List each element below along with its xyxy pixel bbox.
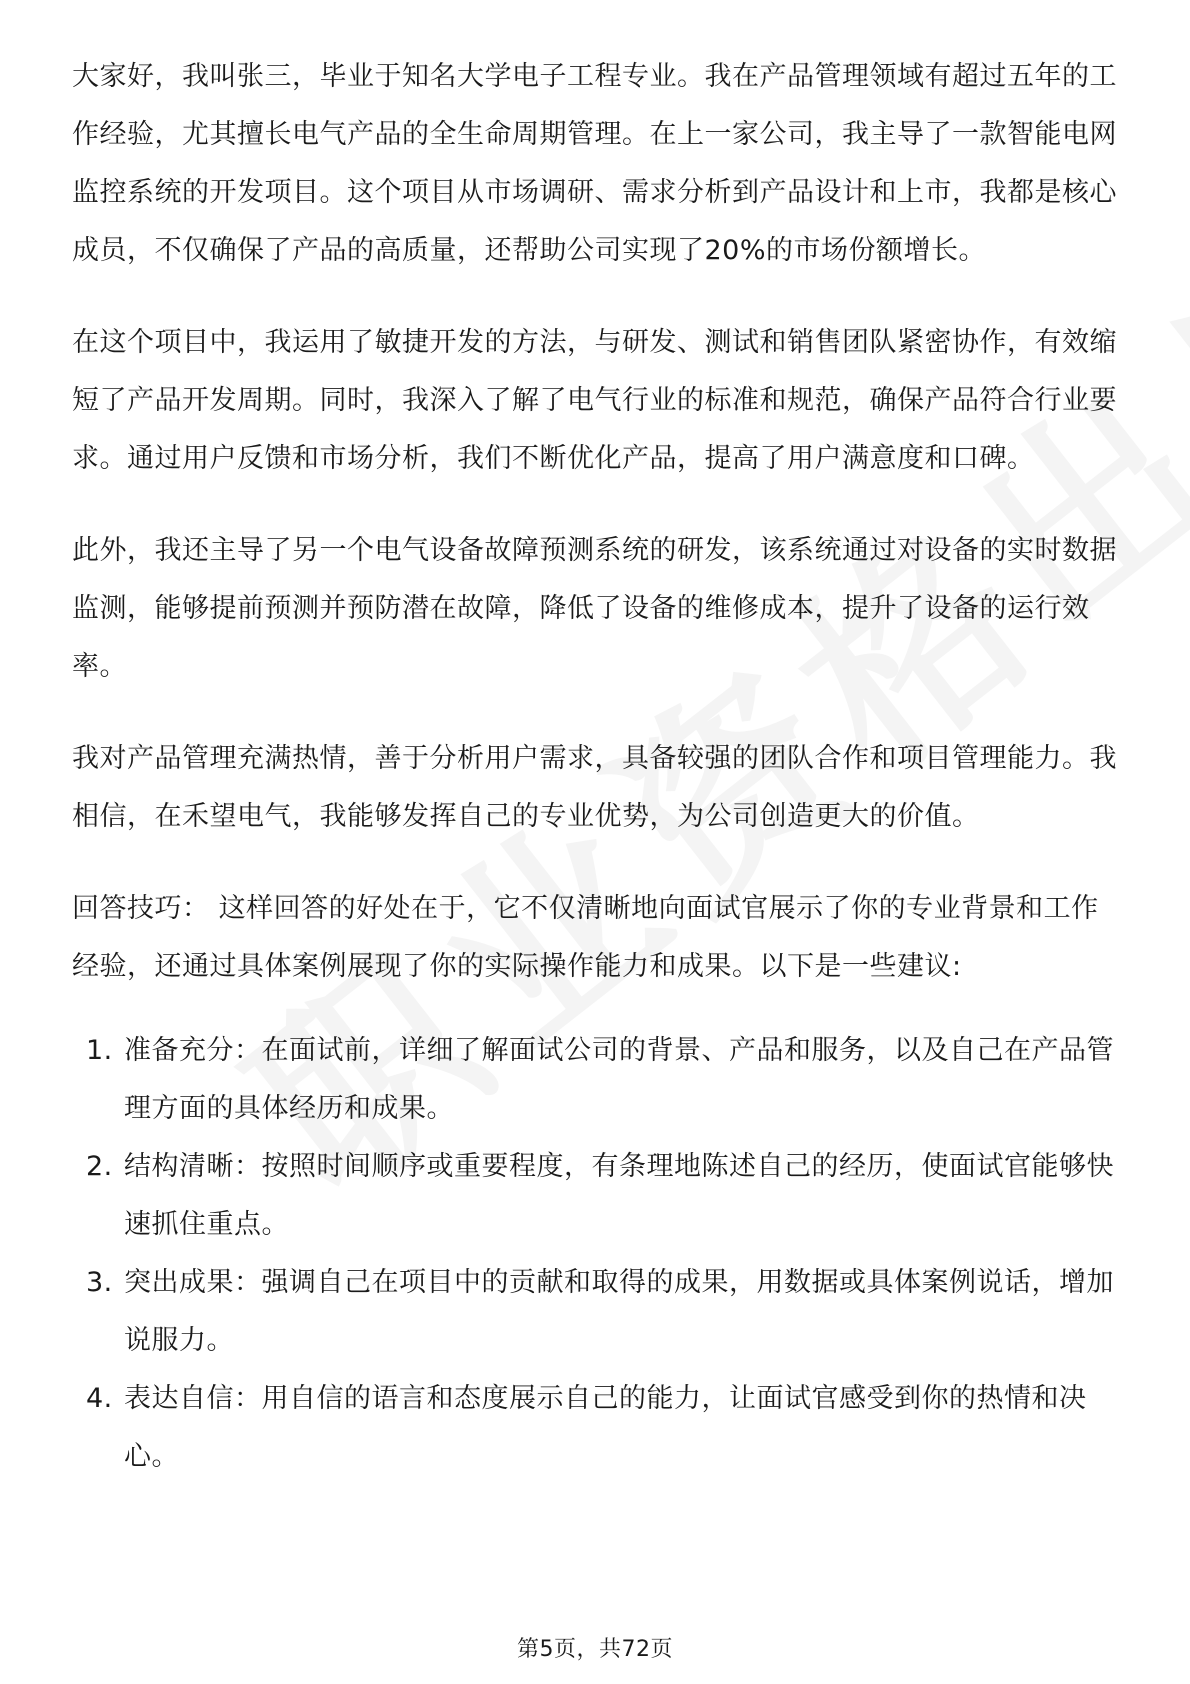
paragraph-intro: 大家好，我叫张三，毕业于知名大学电子工程专业。我在产品管理领域有超过五年的工作经验，尤其擅长电气产品的全生命周期管理。在上一家公司，我主导了一款智能电网监控系统的开发项目。这个项目从市场调研、需求分析到产品设计和上市，我都是核心成员，不仅确保了产品的高质量，还帮助公司实现了20%的市场份额增长。	[72, 61, 1117, 266]
page-footer: 第5页，共72页	[517, 1637, 673, 1662]
tips-list	[72, 1022, 1122, 1486]
list-item	[72, 1022, 1122, 1138]
list-number: 2.	[86, 1151, 113, 1182]
list-item-text: 突出成果：强调自己在项目中的贡献和取得的成果，用数据或具体案例说话，增加说服力。	[124, 1267, 1114, 1356]
list-item	[72, 1138, 1122, 1254]
list-item-text: 结构清晰：按照时间顺序或重要程度，有条理地陈述自己的经历，使面试官能够快速抓住重点。	[124, 1151, 1114, 1240]
list-item-text: 表达自信：用自信的语言和态度展示自己的能力，让面试官感受到你的热情和决心。	[124, 1383, 1087, 1472]
list-number: 3.	[86, 1267, 113, 1298]
list-item	[72, 1370, 1122, 1486]
tips-intro: 回答技巧： 这样回答的好处在于，它不仅清晰地向面试官展示了你的专业背景和工作经验，还通过具体案例展现了你的实际操作能力和成果。以下是一些建议:	[72, 893, 1099, 982]
paragraph-project: 在这个项目中，我运用了敏捷开发的方法，与研发、测试和销售团队紧密协作，有效缩短了产品开发周期。同时，我深入了解了电气行业的标准和规范，确保产品符合行业要求。通过用户反馈和市场分析，我们不断优化产品，提高了用户满意度和口碑。	[72, 327, 1117, 474]
paragraph-closing: 我对产品管理充满热情，善于分析用户需求，具备较强的团队合作和项目管理能力。我相信，在禾望电气，我能够发挥自己的专业优势，为公司创造更大的价值。	[72, 743, 1117, 832]
list-item	[72, 1254, 1122, 1370]
list-number: 1.	[86, 1035, 113, 1066]
document-body	[72, 48, 1122, 1486]
paragraph-second-project: 此外，我还主导了另一个电气设备故障预测系统的研发，该系统通过对设备的实时数据监测，能够提前预测并预防潜在故障，降低了设备的维修成本，提升了设备的运行效率。	[72, 535, 1117, 682]
list-item-text: 准备充分：在面试前，详细了解面试公司的背景、产品和服务，以及自己在产品管理方面的具体经历和成果。	[124, 1035, 1114, 1124]
list-number: 4.	[86, 1383, 113, 1414]
